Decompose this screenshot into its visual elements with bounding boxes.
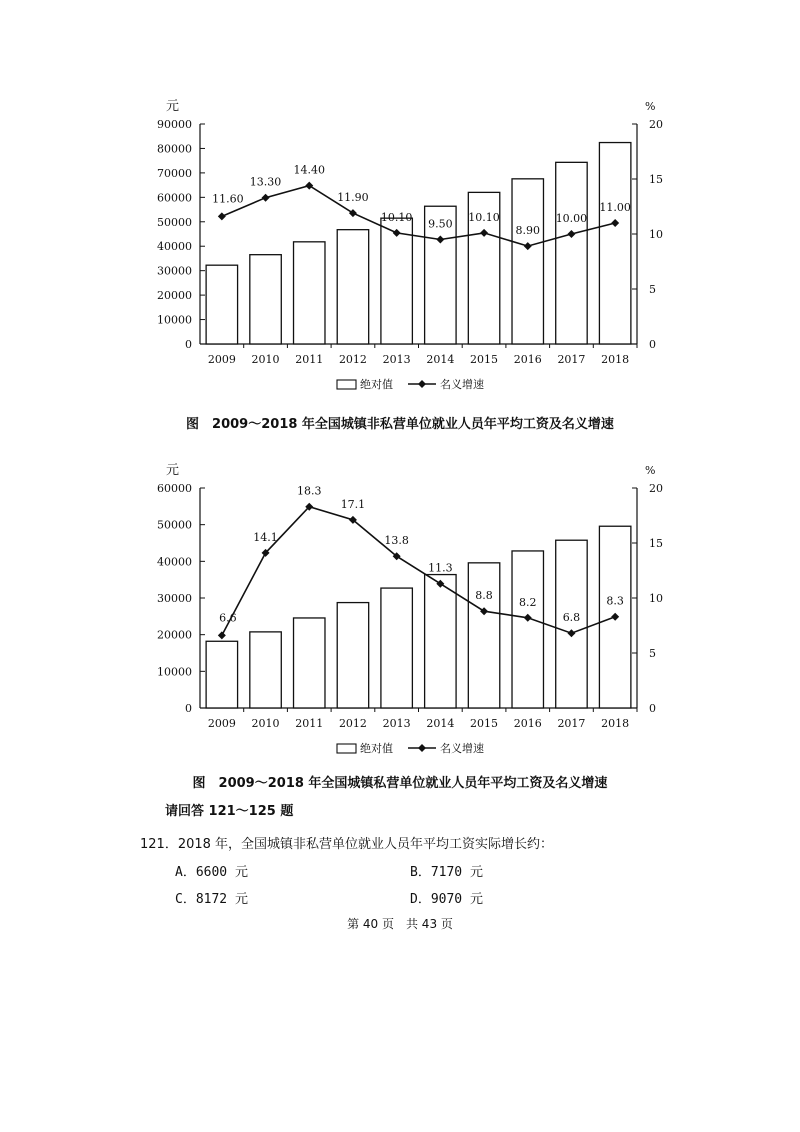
c1-ytick-label: 70000	[157, 166, 192, 180]
c2-growth-label: 8.3	[606, 594, 624, 608]
c2-growth-label: 17.1	[340, 497, 366, 511]
c2-growth-label: 6.6	[219, 611, 237, 625]
c1-growth-label: 11.00	[599, 201, 631, 214]
c1-growth-label: 8.90	[515, 224, 540, 238]
c1-xtick-label: 2013	[382, 353, 411, 366]
c2-legend-bar-label: 绝对值	[360, 742, 393, 755]
c2-bar	[425, 575, 456, 708]
c2-y-unit: 元	[166, 463, 180, 478]
c1-growth-label: 11.90	[337, 191, 369, 205]
c1-ytick-label: 40000	[157, 240, 192, 254]
c2-growth-label: 18.3	[297, 484, 322, 498]
c1-bar	[556, 162, 587, 344]
c2-growth-label: 8.8	[475, 589, 493, 603]
chart1-caption: 图 2009～2018 年全国城镇非私营单位就业人员年平均工资及名义增速	[186, 417, 614, 432]
c1-y2tick-label: 15	[649, 173, 663, 186]
c1-y2-unit: %	[645, 100, 656, 113]
c2-legend-line-label: 名义增速	[440, 742, 484, 755]
c2-xtick-label: 2012	[338, 717, 367, 730]
c1-bar	[381, 218, 412, 344]
c1-y2tick-label: 10	[649, 228, 663, 241]
c2-y2tick-label: 20	[649, 482, 663, 495]
c1-growth-label: 10.00	[555, 212, 588, 225]
option-a[interactable]: A．6600 元	[175, 865, 248, 880]
c2-ytick-label: 30000	[157, 592, 192, 605]
c2-xtick-label: 2018	[601, 717, 630, 730]
c1-y2tick-label: 0	[649, 338, 656, 351]
option-d[interactable]: D．9070 元	[410, 892, 483, 907]
c1-ytick-label: 30000	[157, 264, 192, 278]
c2-ytick-label: 60000	[157, 482, 192, 495]
c1-bar	[294, 242, 325, 344]
c2-ytick-label: 50000	[157, 518, 192, 532]
chart-nonprivate-wages	[0, 88, 800, 438]
c1-growth-point	[349, 209, 357, 217]
c2-y2tick-label: 0	[649, 702, 656, 715]
c1-growth-label: 11.60	[212, 192, 244, 206]
c1-ytick-label: 80000	[157, 142, 192, 156]
c2-bar	[250, 632, 281, 708]
c2-bar	[337, 603, 368, 708]
c1-ytick-label: 0	[185, 338, 192, 351]
c1-bar	[250, 255, 281, 344]
c1-xtick-label: 2016	[513, 353, 542, 366]
c1-growth-label: 10.10	[468, 210, 500, 224]
c1-xtick-label: 2014	[426, 353, 455, 366]
c1-growth-point	[218, 212, 226, 220]
c2-xtick-label: 2010	[251, 717, 280, 730]
c2-xtick-label: 2011	[295, 717, 324, 730]
c1-bar	[512, 179, 543, 344]
c1-growth-point	[305, 182, 313, 190]
c1-legend-bar-label: 绝对值	[360, 378, 393, 391]
c1-ytick-label: 50000	[157, 215, 192, 229]
c1-legend-bar-swatch	[337, 380, 356, 389]
c1-growth-label: 10.10	[380, 210, 413, 224]
option-b[interactable]: B．7170 元	[410, 865, 483, 880]
c1-xtick-label: 2015	[470, 353, 499, 366]
c1-bar	[337, 230, 368, 344]
c1-y-unit: 元	[166, 99, 180, 114]
c2-growth-label: 6.8	[562, 611, 581, 625]
c1-xtick-label: 2009	[207, 353, 236, 366]
c2-ytick-label: 0	[185, 702, 192, 715]
c2-y2-unit: %	[645, 464, 656, 477]
c1-bar	[599, 143, 630, 344]
c1-ytick-label: 10000	[157, 313, 192, 327]
chart-private-wages	[0, 452, 800, 802]
c1-y2tick-label: 20	[649, 118, 663, 131]
c1-y2tick-label: 5	[649, 283, 656, 296]
c2-xtick-label: 2013	[382, 717, 411, 730]
c2-bar	[468, 563, 499, 708]
c1-growth-label: 9.50	[428, 217, 453, 231]
c2-xtick-label: 2014	[426, 717, 455, 730]
option-c[interactable]: C．8172 元	[175, 892, 248, 907]
c1-xtick-label: 2011	[295, 353, 324, 366]
c2-bar	[294, 618, 325, 708]
c2-xtick-label: 2015	[470, 717, 499, 730]
c1-legend-line-label: 名义增速	[440, 378, 484, 391]
c1-xtick-label: 2017	[557, 353, 586, 366]
question-prompt: 请回答 121～125 题	[165, 804, 294, 819]
c2-bar	[206, 641, 237, 708]
c2-bar	[381, 588, 412, 708]
c2-growth-label: 11.3	[428, 561, 453, 575]
chart2-caption: 图 2009～2018 年全国城镇私营单位就业人员年平均工资及名义增速	[192, 776, 608, 791]
c1-growth-label: 14.40	[293, 163, 325, 177]
c1-growth-point	[262, 194, 270, 202]
c2-legend-line-marker	[418, 744, 426, 752]
c2-xtick-label: 2017	[557, 717, 586, 730]
c2-y2tick-label: 10	[649, 592, 663, 605]
c2-ytick-label: 10000	[157, 665, 192, 679]
c2-xtick-label: 2009	[207, 717, 236, 730]
c2-bar	[512, 551, 543, 708]
c2-growth-label: 14.1	[253, 530, 278, 544]
c2-growth-label: 8.2	[519, 595, 537, 609]
c1-ytick-label: 60000	[157, 191, 192, 205]
page-footer: 第 40 页 共 43 页	[347, 917, 453, 931]
c2-xtick-label: 2016	[513, 717, 542, 730]
c2-y2tick-label: 15	[649, 537, 663, 550]
c1-legend-line-marker	[418, 380, 426, 388]
c1-growth-label: 13.30	[249, 175, 282, 189]
c1-ytick-label: 20000	[157, 289, 192, 303]
c1-xtick-label: 2018	[601, 353, 630, 366]
c2-growth-label: 13.8	[384, 534, 409, 548]
question-121: 121．2018 年，全国城镇非私营单位就业人员年平均工资实际增长约：	[140, 837, 554, 852]
c2-ytick-label: 20000	[157, 628, 192, 642]
c1-bar	[206, 265, 237, 344]
c2-y2tick-label: 5	[649, 647, 656, 660]
c1-xtick-label: 2012	[338, 353, 367, 366]
c1-ytick-label: 90000	[157, 118, 192, 131]
c2-ytick-label: 40000	[157, 555, 192, 569]
c2-legend-bar-swatch	[337, 744, 356, 753]
c2-growth-point	[218, 631, 226, 639]
c1-xtick-label: 2010	[251, 353, 280, 366]
